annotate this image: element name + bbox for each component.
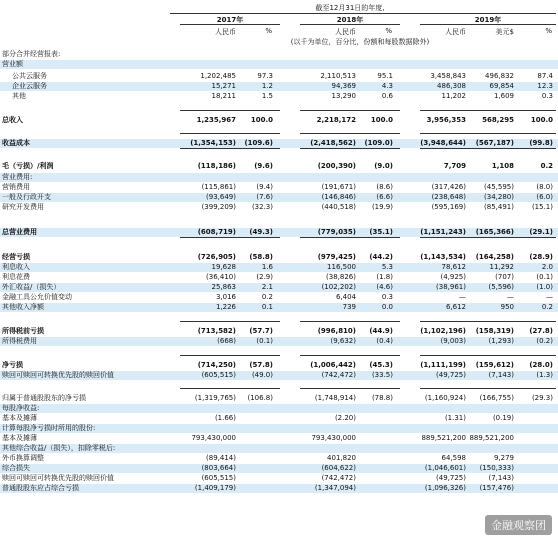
cell-value: (1,347,094) xyxy=(314,484,356,492)
total-rule xyxy=(180,355,280,356)
cell-value: (28.0) xyxy=(529,361,553,369)
cell-value: (78.8) xyxy=(371,394,393,402)
cell-value: 889,521,200 xyxy=(421,434,466,442)
cell-value: (0.1) xyxy=(536,273,553,281)
col-pct-2018: % xyxy=(385,27,392,35)
table-row xyxy=(0,82,558,91)
cell-value: (0.2) xyxy=(536,337,553,345)
total-rule xyxy=(420,388,556,389)
table-row xyxy=(0,92,558,101)
cell-value: 25,863 xyxy=(211,283,236,291)
cell-value: 2,110,513 xyxy=(320,72,356,80)
cell-value: 1.5 xyxy=(261,92,273,100)
table-row xyxy=(0,50,558,59)
cell-value: 1,609 xyxy=(493,92,514,100)
cell-value: (57.7) xyxy=(249,327,273,335)
total-rule xyxy=(180,148,280,149)
col-pct-2019: % xyxy=(545,27,552,35)
cell-value: (146,846) xyxy=(321,193,356,201)
cell-value: 2.0 xyxy=(541,263,553,271)
cell-value: (102,202) xyxy=(321,283,356,291)
cell-value: (2,418,562) xyxy=(310,139,356,147)
cell-value: (1,354,153) xyxy=(190,139,236,147)
cell-value: (89,414) xyxy=(206,454,236,462)
total-rule xyxy=(180,388,280,389)
cell-value: 6,404 xyxy=(335,293,356,301)
cell-value: (726,905) xyxy=(197,253,236,261)
row-label: 所得税前亏损 xyxy=(2,327,44,335)
cell-value: 13,290 xyxy=(331,92,356,100)
cell-value: 0.1 xyxy=(261,303,273,311)
row-label: 公共云服务 xyxy=(12,72,47,80)
cell-value: (15.1) xyxy=(531,203,553,211)
table-row xyxy=(0,273,558,282)
cell-value: (115,861) xyxy=(201,183,236,191)
cell-value: (779,035) xyxy=(317,228,356,236)
row-label: 利息花费 xyxy=(2,273,30,281)
cell-value: 11,202 xyxy=(441,92,466,100)
cell-value: (1,046,601) xyxy=(424,464,466,472)
table-row xyxy=(0,116,558,125)
cell-value: 3,956,353 xyxy=(426,116,466,124)
row-label: 营业额 xyxy=(2,60,23,68)
row-label: 基本及摊薄 xyxy=(2,414,37,422)
cell-value: (1,151,243) xyxy=(420,228,466,236)
cell-value: 486,308 xyxy=(437,82,466,90)
cell-value: 69,854 xyxy=(489,82,514,90)
table-row xyxy=(0,263,558,272)
cell-value: (440,518) xyxy=(321,203,356,211)
cell-value: 0.0 xyxy=(381,303,393,311)
total-rule xyxy=(180,133,280,134)
cell-value: (7,143) xyxy=(488,474,514,482)
cell-value: (106.8) xyxy=(247,394,273,402)
header-rule xyxy=(170,13,556,14)
cell-value: (979,425) xyxy=(317,253,356,261)
cell-value: (1.3) xyxy=(536,371,553,379)
cell-value: 401,820 xyxy=(327,454,356,462)
row-label: 营业费用: xyxy=(2,173,33,181)
cell-value: (1,319,765) xyxy=(194,394,236,402)
year-2018: 2018年 xyxy=(336,16,364,24)
cell-value: (605,515) xyxy=(201,371,236,379)
cell-value: (317,426) xyxy=(431,183,466,191)
row-label: 营销费用 xyxy=(2,183,30,191)
cell-value: 0.6 xyxy=(381,92,393,100)
cell-value: 0.2 xyxy=(261,293,273,301)
cell-value: (29.3) xyxy=(531,394,553,402)
cell-value: (9.0) xyxy=(374,162,393,170)
row-label: 部分合并经营报表: xyxy=(2,50,61,58)
cell-value: 1,202,485 xyxy=(200,72,236,80)
cell-value: 116,500 xyxy=(327,263,356,271)
cell-value: 739 xyxy=(342,303,356,311)
cell-value: 0.2 xyxy=(541,303,553,311)
cell-value: (164,258) xyxy=(475,253,514,261)
cell-value: (1,293) xyxy=(488,337,514,345)
row-label: 企业云服务 xyxy=(12,82,47,90)
cell-value: (99.8) xyxy=(529,139,553,147)
cell-value: 87.4 xyxy=(537,72,553,80)
table-row xyxy=(0,361,558,370)
cell-value: (109.0) xyxy=(364,139,393,147)
cell-value: (742,472) xyxy=(321,474,356,482)
cell-value: 1,235,967 xyxy=(196,116,236,124)
cell-value: 9,279 xyxy=(493,454,514,462)
cell-value: (4,925) xyxy=(440,273,466,281)
cell-value: 4.3 xyxy=(381,82,393,90)
cell-value: (6.6) xyxy=(376,193,393,201)
row-label: 计算每股净亏损时所用的股份: xyxy=(2,424,96,432)
cell-value: (118,186) xyxy=(197,162,236,170)
row-label: 经营亏损 xyxy=(2,253,30,261)
cell-value: (45,595) xyxy=(484,183,514,191)
cell-value: (158,319) xyxy=(475,327,514,335)
row-label: 净亏损 xyxy=(2,361,23,369)
table-row xyxy=(0,404,558,413)
cell-value: (49.3) xyxy=(249,228,273,236)
row-label: 其他收入净额 xyxy=(2,303,44,311)
cell-value: (1,096,326) xyxy=(424,484,466,492)
cell-value: 0.3 xyxy=(381,293,393,301)
cell-value: — xyxy=(546,293,553,301)
total-rule xyxy=(300,148,400,149)
unit-note: (以千为单位，百分比，份额和每股数据除外) xyxy=(290,38,430,46)
table-row xyxy=(0,293,558,302)
cell-value: (36,410) xyxy=(206,273,236,281)
cell-value: (707) xyxy=(495,273,514,281)
cell-value: (34,280) xyxy=(484,193,514,201)
cell-value: 15,271 xyxy=(211,82,236,90)
total-rule xyxy=(300,237,400,238)
cell-value: (1.66) xyxy=(214,414,236,422)
row-label: 总收入 xyxy=(2,116,23,124)
total-rule xyxy=(420,321,556,322)
total-rule xyxy=(300,388,400,389)
cell-value: — xyxy=(507,293,514,301)
cell-value: 496,832 xyxy=(485,72,514,80)
cell-value: (2.9) xyxy=(256,273,273,281)
row-label: 赎回可赎回可转换优先股的赎回价值 xyxy=(2,371,114,379)
cell-value: (9,632) xyxy=(330,337,356,345)
cell-value: (29.1) xyxy=(529,228,553,236)
cell-value: (803,664) xyxy=(201,464,236,472)
cell-value: (1,143,534) xyxy=(420,253,466,261)
cell-value: (44.9) xyxy=(369,327,393,335)
row-label: 归属于普通股股东的净亏损 xyxy=(2,394,86,402)
table-row xyxy=(0,72,558,81)
cell-value: (6.0) xyxy=(536,193,553,201)
watermark: 金融观察团 xyxy=(485,515,552,535)
total-rule xyxy=(180,321,280,322)
cell-value: 100.0 xyxy=(250,116,273,124)
table-row xyxy=(0,193,558,202)
cell-value: (1.8) xyxy=(376,273,393,281)
cell-value: 12.3 xyxy=(537,82,553,90)
cell-value: — xyxy=(459,293,466,301)
row-label: 利息收入 xyxy=(2,263,30,271)
col-rmb-2018: 人民币 xyxy=(335,28,356,36)
table-row xyxy=(0,60,558,69)
cell-value: (1,160,924) xyxy=(424,394,466,402)
cell-value: 2.1 xyxy=(261,283,273,291)
cell-value: (159,612) xyxy=(475,361,514,369)
cell-value: 1.2 xyxy=(261,82,273,90)
cell-value: (19.9) xyxy=(371,203,393,211)
cell-value: 95.1 xyxy=(377,72,393,80)
cell-value: (668) xyxy=(217,337,236,345)
cell-value: (604,622) xyxy=(321,464,356,472)
cell-value: (399,209) xyxy=(201,203,236,211)
cell-value: 11,292 xyxy=(489,263,514,271)
cell-value: 18,211 xyxy=(211,92,236,100)
row-label: 外汇收益/（损失） xyxy=(2,283,61,291)
cell-value: (0.19) xyxy=(492,414,514,422)
row-label: 其他综合收益/（损失），扣除零税后: xyxy=(2,444,116,452)
cell-value: 0.2 xyxy=(540,162,553,170)
cell-value: (9.6) xyxy=(254,162,273,170)
cell-value: (5,596) xyxy=(488,283,514,291)
cell-value: (8.0) xyxy=(536,183,553,191)
col-pct-2017: % xyxy=(265,27,272,35)
table-row xyxy=(0,454,558,463)
cell-value: (166,755) xyxy=(479,394,514,402)
cell-value: (742,472) xyxy=(321,371,356,379)
cell-value: (713,582) xyxy=(197,327,236,335)
cell-value: 3,016 xyxy=(215,293,236,301)
cell-value: (35.1) xyxy=(369,228,393,236)
total-rule xyxy=(420,355,556,356)
cell-value: (49,725) xyxy=(436,371,466,379)
cell-value: 19,628 xyxy=(211,263,236,271)
total-rule xyxy=(420,133,556,134)
cell-value: (165,366) xyxy=(475,228,514,236)
cell-value: 889,521,200 xyxy=(469,434,514,442)
row-label: 一般及行政开支 xyxy=(2,193,51,201)
row-label: 所得税费用 xyxy=(2,337,37,345)
table-row xyxy=(0,414,558,423)
cell-value: (1.31) xyxy=(444,414,466,422)
row-label: 研究开发费用 xyxy=(2,203,44,211)
cell-value: (7,143) xyxy=(488,371,514,379)
cell-value: (38,961) xyxy=(436,283,466,291)
year-2019: 2019年 xyxy=(474,16,502,24)
row-label: 外币换算调整 xyxy=(2,454,44,462)
cell-value: (1.0) xyxy=(536,283,553,291)
cell-value: 64,598 xyxy=(441,454,466,462)
cell-value: (58.8) xyxy=(249,253,273,261)
cell-value: 3,458,843 xyxy=(430,72,466,80)
cell-value: (191,671) xyxy=(321,183,356,191)
table-row xyxy=(0,394,558,403)
cell-value: (9.4) xyxy=(256,183,273,191)
total-rule xyxy=(180,110,280,111)
row-label: 毛（亏损）/利润 xyxy=(2,162,54,170)
table-row xyxy=(0,203,558,212)
cell-value: 78,612 xyxy=(441,263,466,271)
total-rule xyxy=(300,133,400,134)
cell-value: (45.3) xyxy=(369,361,393,369)
cell-value: (0.4) xyxy=(376,337,393,345)
table-row xyxy=(0,173,558,182)
col-rmb-2019: 人民币 xyxy=(445,28,466,36)
cell-value: (2.20) xyxy=(334,414,356,422)
cell-value: (93,649) xyxy=(206,193,236,201)
cell-value: (85,491) xyxy=(484,203,514,211)
cell-value: 7,709 xyxy=(443,162,466,170)
cell-value: 6,612 xyxy=(445,303,466,311)
cell-value: (3,948,644) xyxy=(420,139,466,147)
row-label: 收益成本 xyxy=(2,139,30,147)
table-row xyxy=(0,434,558,443)
cell-value: (38,826) xyxy=(326,273,356,281)
cell-value: (1,102,196) xyxy=(420,327,466,335)
cell-value: (605,515) xyxy=(201,474,236,482)
row-label: 金融工具公允价值变动 xyxy=(2,293,72,301)
table-row xyxy=(0,444,558,453)
total-rule xyxy=(300,110,400,111)
table-row xyxy=(0,303,558,312)
total-rule xyxy=(300,321,400,322)
row-label: 基本及摊薄 xyxy=(2,434,37,442)
cell-value: (44.2) xyxy=(369,253,393,261)
cell-value: (8.6) xyxy=(376,183,393,191)
row-label: 综合损失 xyxy=(2,464,30,472)
table-row xyxy=(0,424,558,433)
cell-value: (608,719) xyxy=(197,228,236,236)
table-row xyxy=(0,228,558,237)
cell-value: 1,226 xyxy=(215,303,236,311)
row-label: 其他 xyxy=(12,92,26,100)
cell-value: (238,648) xyxy=(431,193,466,201)
cell-value: (0.1) xyxy=(256,337,273,345)
cell-value: (1,006,442) xyxy=(310,361,356,369)
cell-value: 5.3 xyxy=(381,263,393,271)
table-row xyxy=(0,464,558,473)
col-usd-2019: 美元$ xyxy=(495,28,514,36)
table-row xyxy=(0,253,558,262)
table-row xyxy=(0,371,558,380)
year-2017: 2017年 xyxy=(216,16,244,24)
cell-value: (150,333) xyxy=(479,464,514,472)
cell-value: (7.6) xyxy=(256,193,273,201)
table-row xyxy=(0,283,558,292)
table-row xyxy=(0,183,558,192)
cell-value: 94,369 xyxy=(331,82,356,90)
cell-value: 100.0 xyxy=(530,116,553,124)
cell-value: 2,218,172 xyxy=(316,116,356,124)
cell-value: (4.6) xyxy=(376,283,393,291)
cell-value: 1,108 xyxy=(491,162,514,170)
cell-value: (33.5) xyxy=(371,371,393,379)
row-label: 每股净收益: xyxy=(2,404,40,412)
cell-value: (1,111,199) xyxy=(420,361,466,369)
cell-value: (567,187) xyxy=(475,139,514,147)
cell-value: 793,430,000 xyxy=(191,434,236,442)
col-rmb-2017: 人民币 xyxy=(215,28,236,36)
total-rule xyxy=(300,355,400,356)
cell-value: (1,409,179) xyxy=(194,484,236,492)
table-row xyxy=(0,162,558,171)
cell-value: 100.0 xyxy=(370,116,393,124)
table-row xyxy=(0,337,558,346)
table-row xyxy=(0,484,558,493)
total-rule xyxy=(420,110,556,111)
cell-value: (200,390) xyxy=(317,162,356,170)
cell-value: (1,748,914) xyxy=(314,394,356,402)
cell-value: 97.3 xyxy=(257,72,273,80)
cell-value: 568,295 xyxy=(482,116,514,124)
cell-value: (28.9) xyxy=(529,253,553,261)
total-rule xyxy=(420,237,556,238)
cell-value: (27.8) xyxy=(529,327,553,335)
cell-value: (32.3) xyxy=(251,203,273,211)
table-row xyxy=(0,139,558,148)
cell-value: (49,725) xyxy=(436,474,466,482)
cell-value: (714,250) xyxy=(197,361,236,369)
cell-value: (9,003) xyxy=(440,337,466,345)
total-rule xyxy=(180,237,280,238)
cell-value: (996,810) xyxy=(317,327,356,335)
cell-value: 950 xyxy=(500,303,514,311)
row-label: 普通股股东应占综合亏损 xyxy=(2,484,79,492)
table-row xyxy=(0,327,558,336)
row-label: 赎回可赎回可转换优先股的赎回价值 xyxy=(2,474,114,482)
period-title: 截至12月31日的年度, xyxy=(315,4,385,12)
cell-value: (595,169) xyxy=(431,203,466,211)
cell-value: (109.6) xyxy=(244,139,273,147)
cell-value: 0.3 xyxy=(541,92,553,100)
cell-value: 793,430,000 xyxy=(311,434,356,442)
cell-value: 1.6 xyxy=(261,263,273,271)
row-label: 总营业费用 xyxy=(2,228,37,236)
table-row xyxy=(0,474,558,483)
total-rule xyxy=(420,148,556,149)
cell-value: (57.8) xyxy=(249,361,273,369)
cell-value: (49.0) xyxy=(251,371,273,379)
cell-value: (157,476) xyxy=(479,484,514,492)
